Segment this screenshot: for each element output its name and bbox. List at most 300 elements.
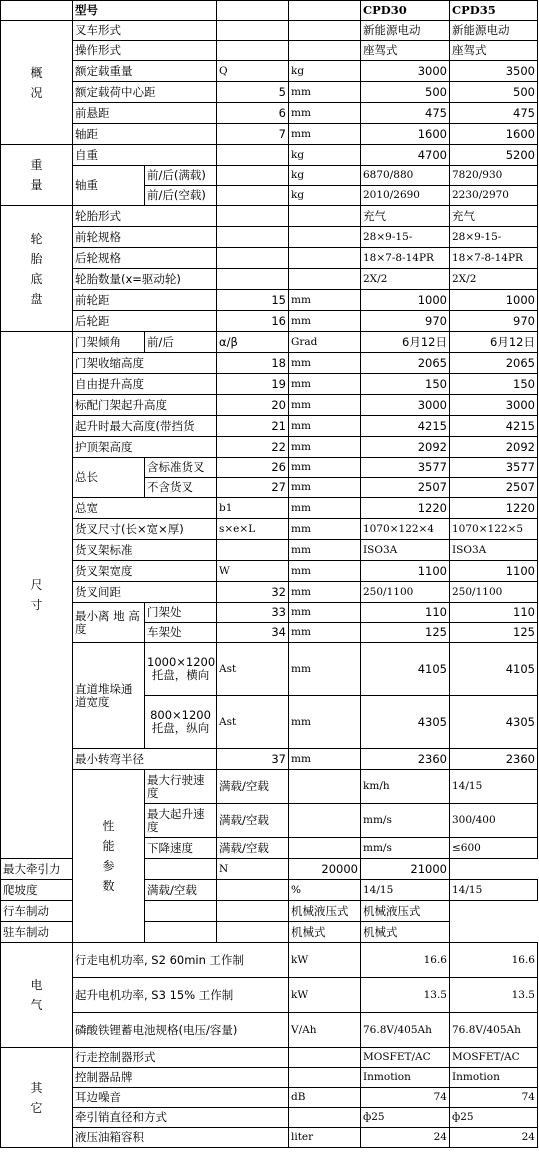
dimension-row [1,437,538,458]
value-cpd30: 充气 [361,206,450,227]
dimension-row [1,353,538,374]
category-tires [1,206,73,332]
category-elec [1,943,73,1048]
fork-standard-row [1,540,538,561]
row-label: 自重 [73,145,217,166]
unit-cell: mm [289,416,361,437]
unit-cell: kg [289,145,361,166]
axle-sub: 前/后(满载) [145,166,217,186]
symbol-cell [145,922,217,943]
value-cpd30: 125 [361,623,450,643]
value-cpd35: 1100 [450,561,538,582]
unit-cell: mm [289,582,361,603]
unit-cell: mm/s [361,804,450,838]
aisle-label: 直道堆垛通道宽度 [73,643,145,749]
row-label: 护顶架高度 [73,437,217,458]
value-cpd30: ISO3A [361,540,450,561]
value-cpd35: 2X/2 [450,269,538,290]
value-cpd30: 14/15 [450,770,538,804]
category-label: 重量 [30,158,43,192]
header-sym [217,1,289,21]
header-unit [289,1,361,21]
value-cpd35: 2230/2970 [450,186,538,206]
value-cpd35: 110 [450,603,538,623]
symbol-cell [217,186,289,206]
num-cell: 20 [217,395,289,416]
value-cpd30: 2507 [361,478,450,498]
value-cpd30: 1100 [361,561,450,582]
num-cell [217,248,289,269]
tire-row [1,269,538,290]
value-cpd30: 1220 [361,498,450,519]
symbol-cell: s×e×L [217,519,289,540]
value-cpd30: 14/15 [361,880,450,901]
symbol-cell [217,540,289,561]
spec-table-body [1,1,538,1148]
symbol-cell [289,804,361,838]
other-row [1,1048,538,1068]
symbol-cell [217,166,289,186]
turning-row [1,749,538,770]
symbol-cell [289,838,361,859]
general-row [1,21,538,41]
row-sub: 车架处 [145,623,217,643]
unit-cell: mm [289,311,361,332]
row-label: 标配门架起升高度 [73,395,217,416]
unit-cell: mm [289,395,361,416]
category-other [1,1048,73,1148]
tire-row [1,227,538,248]
unit-cell: mm [289,603,361,623]
category-label: 其它 [30,1080,43,1115]
row-label: 门架倾角 [73,332,145,353]
value-cpd35: MOSFET/AC [450,1048,538,1068]
value-cpd35: 3000 [450,395,538,416]
value-cpd35: 4105 [450,643,538,696]
symbol-cell: Ast [217,643,289,696]
value-cpd30: 13.5 [361,978,450,1013]
value-cpd30: 2X/2 [361,269,450,290]
performance-row [1,859,538,880]
row-label: 轴距 [73,124,217,145]
value-cpd35: 1220 [450,498,538,519]
num-cell: 21 [217,416,289,437]
num-cell [217,21,289,41]
value-cpd30: 座驾式 [361,41,450,61]
symbol-cell: b1 [217,498,289,519]
unit-cell [289,1108,361,1128]
row-label: 叉车形式 [73,21,217,41]
num-cell [217,41,289,61]
tire-row [1,248,538,269]
num-cell: 7 [217,124,289,145]
unit-cell: mm [289,561,361,582]
value-cpd30: 4105 [361,643,450,696]
dimension-row [1,416,538,437]
clearance-row [1,603,538,623]
num-cell: 16 [217,311,289,332]
value-cpd30: 28×9-15- [361,227,450,248]
value-cpd30: ≤600 [450,838,538,859]
value-cpd35: 3577 [450,458,538,478]
num-cell: 15 [217,290,289,311]
performance-row [1,770,538,804]
unit-cell: liter [289,1128,361,1148]
num-cell: 27 [217,478,289,498]
row-label: 前悬距 [73,103,217,124]
category-dims [1,332,73,859]
unit-cell: Grad [289,332,361,353]
category-label: 性能参数 [102,819,115,893]
tire-row [1,311,538,332]
num-cell: 34 [217,623,289,643]
unit-cell: V/Ah [289,1013,361,1048]
value-cpd30: 2360 [361,749,450,770]
row-label: 后轮距 [73,311,217,332]
num-cell: 26 [217,458,289,478]
unit-cell: mm [289,458,361,478]
value-cpd35: 座驾式 [450,41,538,61]
performance-row [1,901,538,922]
symbol-cell: Ast [217,696,289,749]
value-cpd30: 2092 [361,437,450,458]
unit-cell [289,41,361,61]
value-cpd30: 3000 [361,61,450,82]
unit-cell [289,206,361,227]
unit-cell [289,1048,361,1068]
unit-cell: mm/s [361,838,450,859]
row-label: 货叉尺寸(长×宽×厚) [73,519,217,540]
row-label: 额定载荷中心距 [73,82,217,103]
row-label: 爬坡度 [1,880,73,901]
unit-cell: N [217,859,289,880]
value-cpd30: 4305 [361,696,450,749]
category-weight [1,145,73,206]
unit-cell [217,922,289,943]
general-row [1,82,538,103]
value-cpd35: 150 [450,374,538,395]
row-label: 行车制动 [1,901,145,922]
symbol-cell: W [217,561,289,582]
value-cpd35: 4215 [450,416,538,437]
tire-row [1,206,538,227]
row-label: 轮胎数量(x=驱动轮) [73,269,217,290]
unit-cell: kW [289,978,361,1013]
row-label: 轮胎形式 [73,206,217,227]
value-cpd35: 6月12日 [450,332,538,353]
value-cpd35: Inmotion [450,1068,538,1088]
other-row [1,1128,538,1148]
unit-cell: kW [289,943,361,978]
aisle-row [1,643,538,696]
row-label: 门架收缩高度 [73,353,217,374]
unit-cell [217,901,289,922]
symbol-cell [145,859,217,880]
unit-cell: mm [289,82,361,103]
value-cpd30: 475 [361,103,450,124]
value-cpd35: 1000 [450,290,538,311]
general-row [1,61,538,82]
unit-cell: mm [289,374,361,395]
symbol-cell: α/β [217,332,289,353]
row-label: 操作形式 [73,41,217,61]
value-cpd30: 4700 [361,145,450,166]
value-cpd30: 110 [361,603,450,623]
fork-size-row [1,519,538,540]
row-label: 下降速度 [145,838,217,859]
row-label: 起升时最大高度(带挡货 [73,416,217,437]
value-cpd35: 21000 [361,859,450,880]
value-cpd30: 4215 [361,416,450,437]
value-cpd35: 28×9-15- [450,227,538,248]
row-sub: 含标准货叉 [145,458,217,478]
row-label: 驻车制动 [1,922,145,943]
tire-row [1,290,538,311]
value-cpd30: 20000 [289,859,361,880]
unit-cell: mm [289,353,361,374]
width-row [1,498,538,519]
row-sub: 满载/空载 [217,770,289,804]
row-label: 磷酸铁锂蓄电池规格(电压/容量) [73,1013,289,1048]
row-label: 货叉架宽度 [73,561,217,582]
row-label: 货叉架标准 [73,540,217,561]
num-cell [217,227,289,248]
row-label: 后轮规格 [73,248,217,269]
unit-cell: mm [289,643,361,696]
general-row [1,41,538,61]
unit-cell: kg [289,186,361,206]
axle-sub: 前/后(空载) [145,186,217,206]
unit-cell: mm [289,540,361,561]
unit-cell: mm [289,290,361,311]
value-cpd35: 5200 [450,145,538,166]
num-cell [217,206,289,227]
value-cpd35: 2360 [450,749,538,770]
num-cell: 19 [217,374,289,395]
num-cell: 32 [217,582,289,603]
num-cell: 5 [217,82,289,103]
row-label: 行走电机功率, S2 60min 工作制 [73,943,289,978]
value-cpd30: 3000 [361,395,450,416]
category-label: 电气 [30,978,43,1012]
performance-row [1,922,538,943]
other-row [1,1108,538,1128]
unit-cell: mm [289,623,361,643]
value-cpd35: 1070×122×5 [450,519,538,540]
num-cell: 33 [217,603,289,623]
value-cpd30: MOSFET/AC [361,1048,450,1068]
value-cpd30: 新能源电动 [361,21,450,41]
other-row [1,1068,538,1088]
row-sub: 满载/空载 [145,880,217,901]
row-label: 额定载重量 [73,61,217,82]
row-label: 前轮规格 [73,227,217,248]
header-item: 型号 [73,1,217,21]
unit-cell: km/h [361,770,450,804]
value-cpd35: 2507 [450,478,538,498]
header-blank [1,1,73,21]
length-row [1,458,538,478]
num-cell: 37 [217,749,289,770]
value-cpd30: 3577 [361,458,450,478]
value-cpd35: 4305 [450,696,538,749]
value-cpd30: 24 [361,1128,450,1148]
value-cpd35: 2065 [450,353,538,374]
header-row [1,1,538,21]
value-cpd35: 充气 [450,206,538,227]
row-label: 最大起升速度 [145,804,217,838]
row-label: 自由提升高度 [73,374,217,395]
row-label: 最大行驶速度 [145,770,217,804]
value-cpd30: ф25 [361,1108,450,1128]
value-cpd35: ф25 [450,1108,538,1128]
value-cpd35: 250/1100 [450,582,538,603]
num-cell: 18 [217,353,289,374]
row-sub: 满载/空载 [217,804,289,838]
value-cpd35: 7820/930 [450,166,538,186]
weight-row [1,145,538,166]
general-row [1,103,538,124]
unit-cell: % [289,880,361,901]
fork-spacing-row [1,582,538,603]
header-model-cpd30: CPD30 [361,1,450,21]
category-label: 轮胎 底盘 [30,231,43,306]
value-cpd35: ISO3A [450,540,538,561]
symbol-cell [217,145,289,166]
row-sub: 门架处 [145,603,217,623]
general-row [1,124,538,145]
value-cpd35: 16.6 [450,943,538,978]
row-label: 行走控制器形式 [73,1048,289,1068]
value-cpd30: 250/1100 [361,582,450,603]
unit-cell: mm [289,103,361,124]
value-cpd35: 500 [450,82,538,103]
value-cpd30: 机械液压式 [289,901,361,922]
unit-cell [289,227,361,248]
row-label: 前轮距 [73,290,217,311]
symbol-cell [145,901,217,922]
header-model-cpd35: CPD35 [450,1,538,21]
value-cpd30: 机械式 [289,922,361,943]
num-cell [217,269,289,290]
row-label: 最小转弯半径 [73,749,217,770]
unit-cell [289,248,361,269]
row-label: 货叉间距 [73,582,217,603]
unit-cell: mm [289,124,361,145]
unit-cell: mm [289,519,361,540]
dimension-row [1,374,538,395]
category-label: 尺寸 [30,578,43,612]
unit-cell [289,21,361,41]
unit-cell: kg [289,61,361,82]
value-cpd35: 970 [450,311,538,332]
row-label: 最大牵引力 [1,859,145,880]
category-general [1,21,73,145]
unit-cell [289,269,361,290]
dimension-row [1,395,538,416]
symbol-cell [289,770,361,804]
value-cpd30: 6月12日 [361,332,450,353]
other-row [1,1088,538,1108]
axle-row [1,166,538,186]
value-cpd30: 1070×122×4 [361,519,450,540]
row-label: 起升电机功率, S3 15% 工作制 [73,978,289,1013]
value-cpd30: 76.8V/405Ah [361,1013,450,1048]
electrical-row [1,943,538,978]
value-cpd30: 150 [361,374,450,395]
value-cpd30: 500 [361,82,450,103]
row-sub: 800×1200托盘，纵向 [145,696,217,749]
mast-tilt-row [1,332,538,353]
row-label: 耳边噪音 [73,1088,289,1108]
value-cpd30: Inmotion [361,1068,450,1088]
row-label: 控制器品牌 [73,1068,289,1088]
value-cpd35: 机械液压式 [361,901,450,922]
unit-cell: mm [289,437,361,458]
num-cell: 22 [217,437,289,458]
value-cpd35: 新能源电动 [450,21,538,41]
value-cpd35: 3500 [450,61,538,82]
row-label: 总宽 [73,498,217,519]
row-sub: 前/后 [145,332,217,353]
length-label: 总长 [73,458,145,498]
unit-cell: dB [289,1088,361,1108]
unit-cell: mm [289,478,361,498]
row-label: 牵引销直径和方式 [73,1108,289,1128]
unit-cell: kg [289,166,361,186]
fork-carriage-row [1,561,538,582]
value-cpd35: 24 [450,1128,538,1148]
value-cpd35: 18×7-8-14PR [450,248,538,269]
value-cpd35: 74 [450,1088,538,1108]
value-cpd35: 125 [450,623,538,643]
value-cpd35: 1600 [450,124,538,145]
electrical-row [1,978,538,1013]
row-sub: 不含货叉 [145,478,217,498]
row-sub: 满载/空载 [217,838,289,859]
clearance-label: 最小离 地 高度 [73,603,145,643]
value-cpd30: 18×7-8-14PR [361,248,450,269]
value-cpd30: 74 [361,1088,450,1108]
row-sub: 1000×1200托盘，横向 [145,643,217,696]
value-cpd35: 14/15 [450,880,538,901]
value-cpd30: 1600 [361,124,450,145]
unit-cell: mm [289,749,361,770]
symbol-cell: Q [217,61,289,82]
category-label: 概况 [30,65,43,100]
electrical-row [1,1013,538,1048]
value-cpd30: 2065 [361,353,450,374]
unit-cell [289,1068,361,1088]
value-cpd30: 970 [361,311,450,332]
value-cpd30: 6870/880 [361,166,450,186]
value-cpd30: 16.6 [361,943,450,978]
value-cpd35: 2092 [450,437,538,458]
axle-label: 轴重 [73,166,145,206]
value-cpd30: 1000 [361,290,450,311]
value-cpd35: 76.8V/405Ah [450,1013,538,1048]
value-cpd35: 475 [450,103,538,124]
symbol-cell [217,880,289,901]
num-cell: 6 [217,103,289,124]
unit-cell: mm [289,498,361,519]
value-cpd35: 13.5 [450,978,538,1013]
value-cpd30: 2010/2690 [361,186,450,206]
unit-cell: mm [289,696,361,749]
row-label: 液压油箱容积 [73,1128,289,1148]
value-cpd30: 300/400 [450,804,538,838]
value-cpd35: 机械式 [361,922,450,943]
